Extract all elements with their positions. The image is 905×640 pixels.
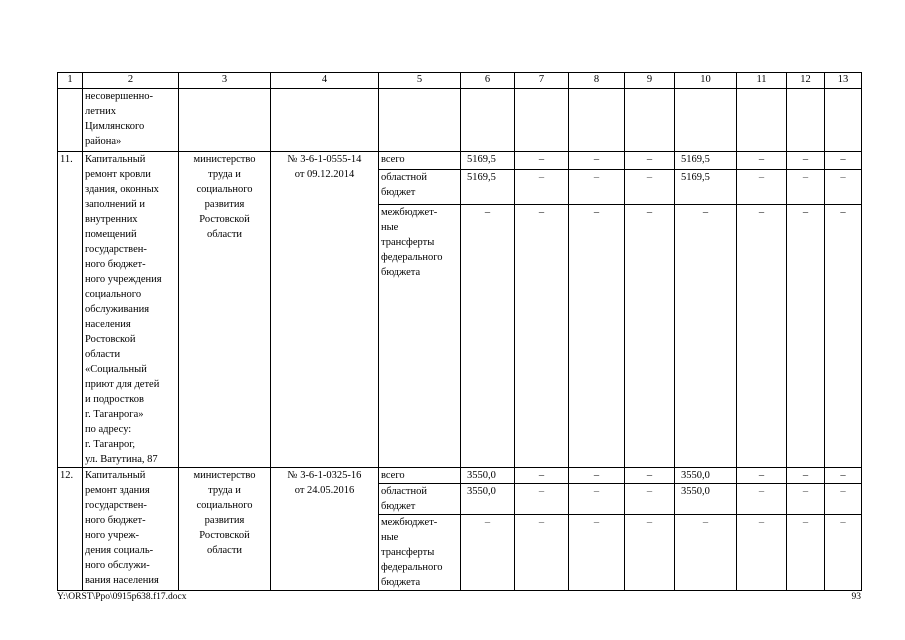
- footer-file-path: Y:\ORST\Ppo\0915p638.f17.docx: [57, 592, 187, 602]
- value-col-13: –: [825, 170, 862, 205]
- value-col-11: –: [737, 152, 787, 170]
- value-col-10: 5169,5: [675, 170, 737, 205]
- header-cell: 4: [271, 73, 379, 89]
- value-col-13: –: [825, 152, 862, 170]
- footer-page-number: 93: [851, 592, 861, 602]
- header-cell: 13: [825, 73, 862, 89]
- value-col-13: –: [825, 515, 862, 591]
- table-row: [58, 468, 862, 484]
- header-cell: 10: [675, 73, 737, 89]
- value-col-12: –: [787, 484, 825, 515]
- funding-source: межбюджет- ные трансферты федерального бюджета: [379, 205, 461, 468]
- value-col-9: –: [625, 515, 675, 591]
- value-col-13: –: [825, 468, 862, 484]
- header-cell: 11: [737, 73, 787, 89]
- funding-source: всего: [379, 152, 461, 170]
- value-col-13: –: [825, 484, 862, 515]
- cell-value: [569, 89, 625, 152]
- object-name: Капитальный ремонт кровли здания, оконных заполнений и внутренних помещений государствен- ного бюджет- ного учреждения социального обслуживания населения Ростовской области «Социальный приют для детей и подростков г. Таганрога» по адресу: г. Таганрог, ул. Ватутина, 87: [83, 152, 179, 468]
- cell-value: [675, 89, 737, 152]
- cell-value: [515, 89, 569, 152]
- value-col-11: –: [737, 170, 787, 205]
- value-col-7: –: [515, 484, 569, 515]
- program-table: [57, 72, 862, 591]
- funding-source: областной бюджет: [379, 170, 461, 205]
- cell-org: [179, 89, 271, 152]
- value-col-13: –: [825, 205, 862, 468]
- header-cell: 3: [179, 73, 271, 89]
- header-cell: 12: [787, 73, 825, 89]
- value-col-6: –: [461, 515, 515, 591]
- header-cell: 1: [58, 73, 83, 89]
- cell-value: [787, 89, 825, 152]
- value-col-9: –: [625, 468, 675, 484]
- value-col-6: 3550,0: [461, 484, 515, 515]
- value-col-7: –: [515, 170, 569, 205]
- value-col-12: –: [787, 152, 825, 170]
- header-cell: 7: [515, 73, 569, 89]
- header-row: [58, 73, 862, 89]
- header-cell: 2: [83, 73, 179, 89]
- value-col-11: –: [737, 468, 787, 484]
- value-col-8: –: [569, 468, 625, 484]
- value-col-9: –: [625, 484, 675, 515]
- row-number: 12.: [58, 468, 83, 591]
- value-col-10: –: [675, 515, 737, 591]
- value-col-11: –: [737, 515, 787, 591]
- cell-value: [825, 89, 862, 152]
- value-col-8: –: [569, 152, 625, 170]
- cell-value: [625, 89, 675, 152]
- funding-source: областной бюджет: [379, 484, 461, 515]
- row-number: 11.: [58, 152, 83, 468]
- value-col-10: 5169,5: [675, 152, 737, 170]
- value-col-12: –: [787, 205, 825, 468]
- responsible-org: министерство труда и социального развития Ростовской области: [179, 152, 271, 468]
- value-col-6: 5169,5: [461, 170, 515, 205]
- value-col-11: –: [737, 205, 787, 468]
- document-ref: № 3-6-1-0555-14 от 09.12.2014: [271, 152, 379, 468]
- object-name: Капитальный ремонт здания государствен- ного бюджет- ного учреж- дения социаль- ного обслужи- вания населения: [83, 468, 179, 591]
- table-row: [58, 152, 862, 170]
- value-col-6: 3550,0: [461, 468, 515, 484]
- cell-value: [461, 89, 515, 152]
- value-col-12: –: [787, 170, 825, 205]
- value-col-12: –: [787, 515, 825, 591]
- value-col-10: 3550,0: [675, 468, 737, 484]
- continuation-row: [58, 89, 862, 152]
- header-cell: 5: [379, 73, 461, 89]
- value-col-10: –: [675, 205, 737, 468]
- value-col-8: –: [569, 205, 625, 468]
- document-table-wrapper: [57, 72, 862, 591]
- value-col-9: –: [625, 152, 675, 170]
- document-ref: № 3-6-1-0325-16 от 24.05.2016: [271, 468, 379, 591]
- funding-source: всего: [379, 468, 461, 484]
- responsible-org: министерство труда и социального развития Ростовской области: [179, 468, 271, 591]
- cell-value: [737, 89, 787, 152]
- value-col-8: –: [569, 515, 625, 591]
- value-col-8: –: [569, 170, 625, 205]
- header-cell: 8: [569, 73, 625, 89]
- value-col-8: –: [569, 484, 625, 515]
- cell-doc: [271, 89, 379, 152]
- value-col-10: 3550,0: [675, 484, 737, 515]
- value-col-6: –: [461, 205, 515, 468]
- value-col-7: –: [515, 468, 569, 484]
- value-col-9: –: [625, 170, 675, 205]
- header-cell: 9: [625, 73, 675, 89]
- value-col-11: –: [737, 484, 787, 515]
- header-cell: 6: [461, 73, 515, 89]
- cell-name: несовершенно- летних Цимлянского района»: [83, 89, 179, 152]
- value-col-6: 5169,5: [461, 152, 515, 170]
- value-col-7: –: [515, 515, 569, 591]
- value-col-12: –: [787, 468, 825, 484]
- value-col-9: –: [625, 205, 675, 468]
- cell-num: [58, 89, 83, 152]
- funding-source: межбюджет- ные трансферты федерального бюджета: [379, 515, 461, 591]
- value-col-7: –: [515, 205, 569, 468]
- value-col-7: –: [515, 152, 569, 170]
- cell-source: [379, 89, 461, 152]
